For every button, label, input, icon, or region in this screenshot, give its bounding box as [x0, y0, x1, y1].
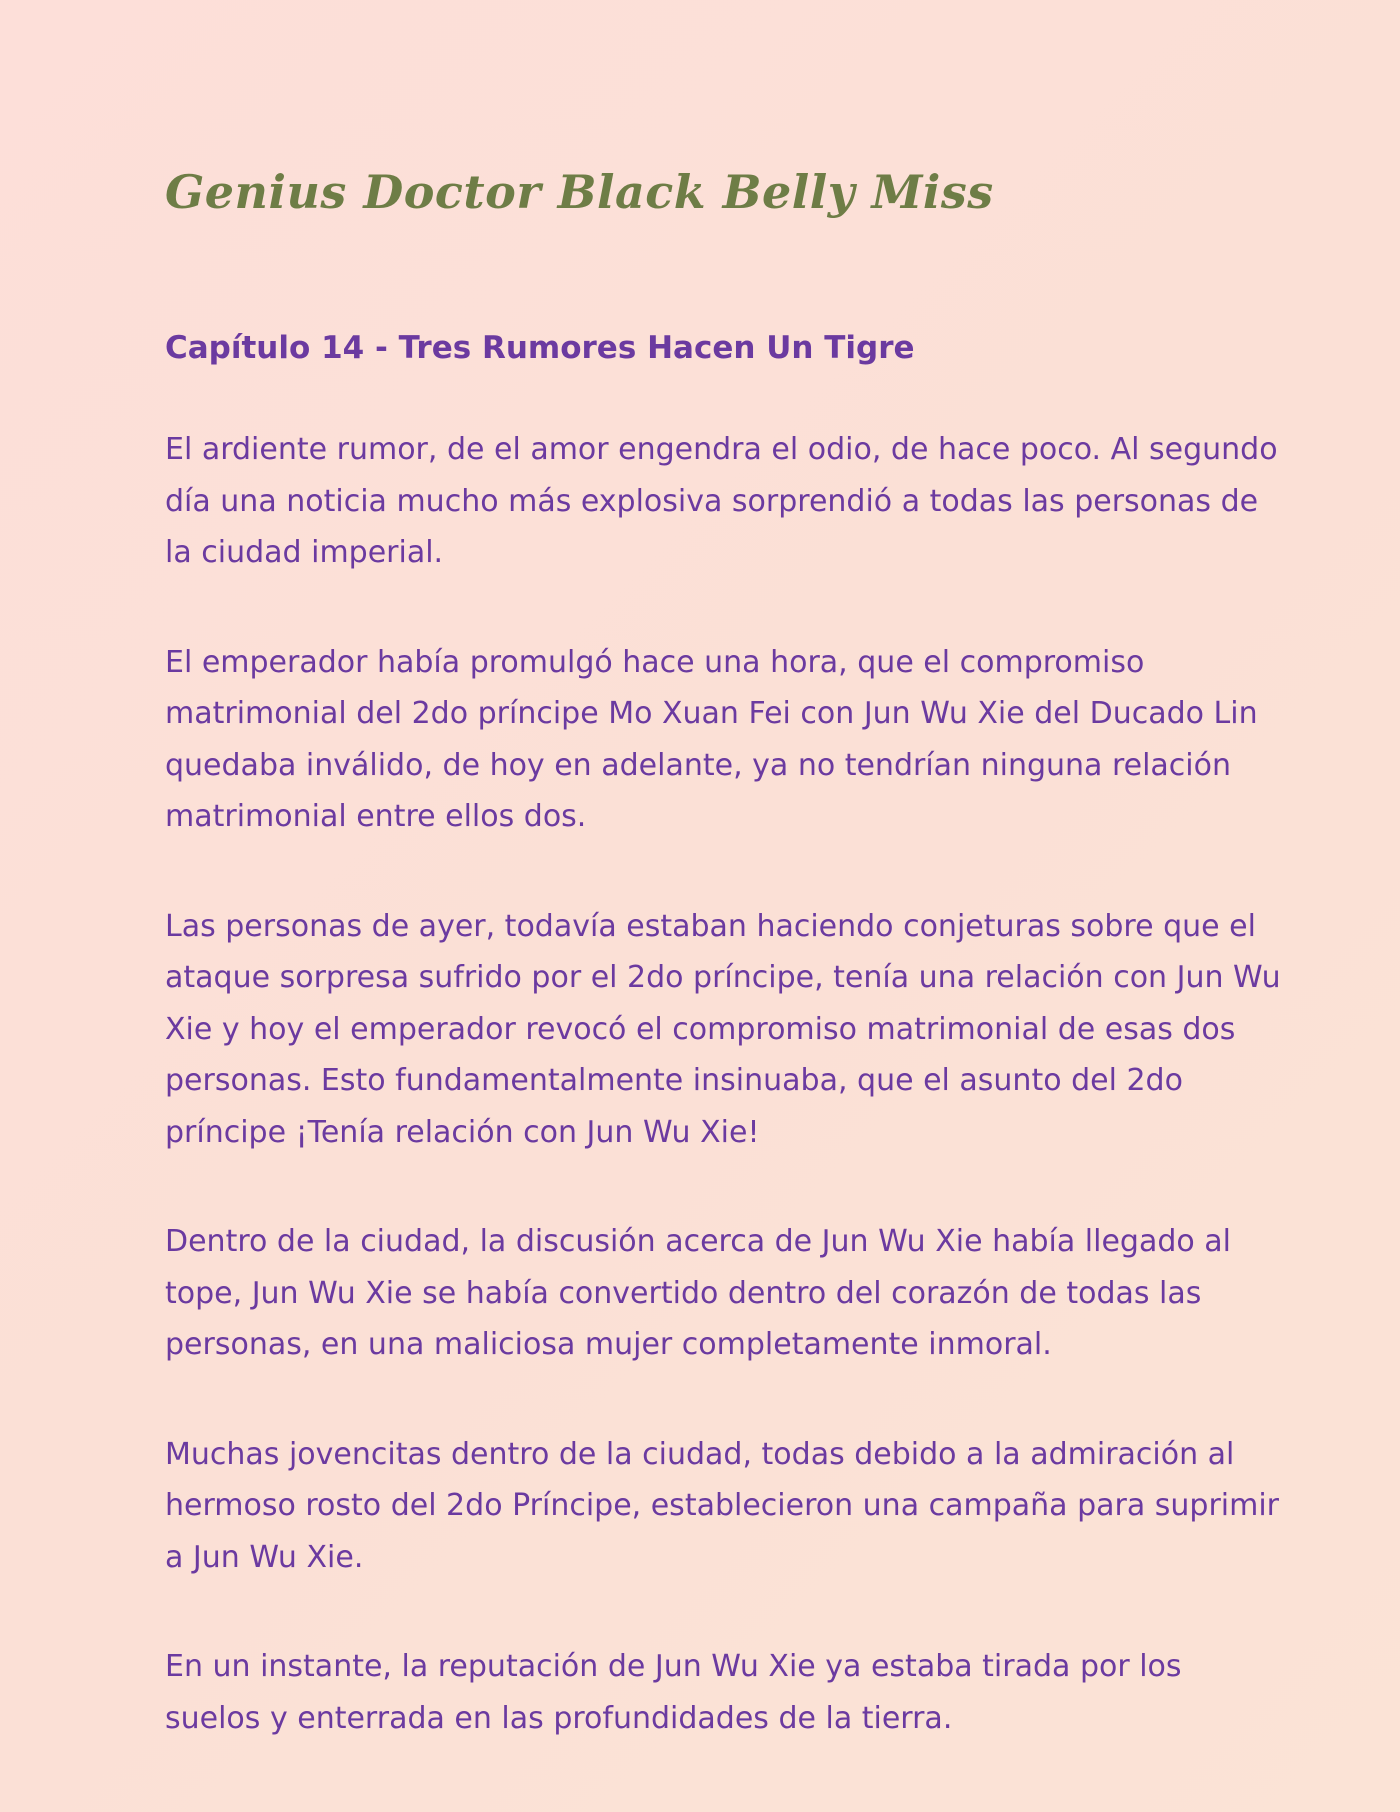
paragraph: Dentro de la ciudad, la discusión acerca de Jun Wu Xie había llegado al tope, Jun Wu Xie se había convertido dentro del corazón de todas las personas, en una maliciosa mujer completamente inmoral.	[165, 1224, 1232, 1362]
paragraph: El ardiente rumor, de el amor engendra el odio, de hace poco. Al segundo día una noticia mucho más explosiva sorprendió a todas las personas de la ciudad imperial.	[165, 432, 1278, 570]
paragraph: El emperador había promulgó hace una hora, que el compromiso matrimonial del 2do príncipe Mo Xuan Fei con Jun Wu Xie del Ducado Lin quedaba inválido, de hoy en adelante, ya no tendrían ninguna relación matrimonial entre ellos dos.	[165, 644, 1258, 834]
chapter-title: Capítulo 14 - Tres Rumores Hacen Un Tigre	[165, 330, 915, 366]
book-title: Genius Doctor Black Belly Miss	[165, 165, 994, 219]
document-page	[165, 150, 1285, 1744]
paragraph: Muchas jovencitas dentro de la ciudad, todas debido a la admiración al hermoso rosto del 2do Príncipe, establecieron una campaña para suprimir a Jun Wu Xie.	[165, 1436, 1279, 1575]
paragraph: En un instante, la reputación de Jun Wu Xie ya estaba tirada por los suelos y enterrada en las profundidades de la tierra.	[165, 1649, 1182, 1736]
paragraph: Las personas de ayer, todavía estaban haciendo conjeturas sobre que el ataque sorpresa sufrido por el 2do príncipe, tenía una relación con Jun Wu Xie y hoy el emperador revocó el compromiso matrimonial de esas dos personas. Esto fundamentalmente insinuaba, que el asunto del 2do príncipe ¡Tenía relación con Jun Wu Xie!	[165, 908, 1281, 1150]
